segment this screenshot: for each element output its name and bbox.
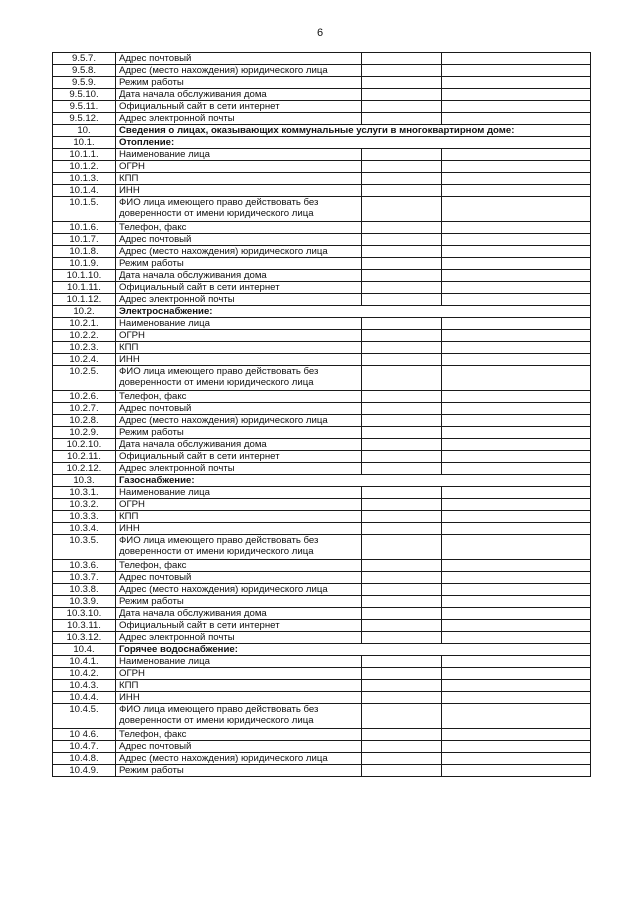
item-number: 10.3.3. <box>53 511 116 523</box>
item-number: 10.3.2. <box>53 499 116 511</box>
item-number: 10.1.10. <box>53 270 116 282</box>
item-number: 9.5.10. <box>53 89 116 101</box>
table-row <box>53 149 591 161</box>
value-cell-2[interactable] <box>442 403 591 415</box>
item-label: Официальный сайт в сети интернет <box>116 101 362 113</box>
item-label: ИНН <box>116 523 362 535</box>
item-number: 10.4.7. <box>53 741 116 753</box>
item-number: 10.2.2. <box>53 330 116 342</box>
value-cell-1[interactable] <box>362 197 442 222</box>
item-number: 10 4.6. <box>53 729 116 741</box>
value-cell-1[interactable] <box>362 113 442 125</box>
table-row <box>53 608 591 620</box>
item-number: 9.5.9. <box>53 77 116 89</box>
item-label: Режим работы <box>116 77 362 89</box>
table-row <box>53 439 591 451</box>
value-cell-2[interactable] <box>442 668 591 680</box>
item-number: 10.2. <box>53 306 116 318</box>
value-cell-1[interactable] <box>362 535 442 560</box>
item-label: Дата начала обслуживания дома <box>116 439 362 451</box>
table-row <box>53 523 591 535</box>
item-label: Адрес почтовый <box>116 53 362 65</box>
item-label: Дата начала обслуживания дома <box>116 270 362 282</box>
value-cell-1[interactable] <box>362 704 442 729</box>
section-heading: Горячее водоснабжение: <box>116 644 591 656</box>
item-label: Официальный сайт в сети интернет <box>116 620 362 632</box>
item-number: 10.2.3. <box>53 342 116 354</box>
table-row <box>53 185 591 197</box>
item-label: ФИО лица имеющего право действовать без доверенности от имени юридического лица <box>116 197 362 222</box>
table-row <box>53 101 591 113</box>
value-cell-2[interactable] <box>442 680 591 692</box>
table-row <box>53 535 591 560</box>
value-cell-2[interactable] <box>442 391 591 403</box>
value-cell-1[interactable] <box>362 53 442 65</box>
value-cell-2[interactable] <box>442 560 591 572</box>
section-heading: Отопление: <box>116 137 591 149</box>
item-label: Адрес (место нахождения) юридического лица <box>116 65 362 77</box>
item-label: КПП <box>116 342 362 354</box>
table-row <box>53 342 591 354</box>
value-cell-2[interactable] <box>442 270 591 282</box>
value-cell-1[interactable] <box>362 282 442 294</box>
item-label: Адрес (место нахождения) юридического лица <box>116 753 362 765</box>
value-cell-1[interactable] <box>362 620 442 632</box>
value-cell-2[interactable] <box>442 258 591 270</box>
item-number: 10.1.5. <box>53 197 116 222</box>
item-number: 10.4.4. <box>53 692 116 704</box>
table-row <box>53 729 591 741</box>
value-cell-2[interactable] <box>442 197 591 222</box>
value-cell-2[interactable] <box>442 523 591 535</box>
table-row <box>53 451 591 463</box>
section-heading: Сведения о лицах, оказывающих коммунальные услуги в многоквартирном доме: <box>116 125 591 137</box>
value-cell-2[interactable] <box>442 65 591 77</box>
table-row <box>53 318 591 330</box>
value-cell-2[interactable] <box>442 535 591 560</box>
value-cell-1[interactable] <box>362 487 442 499</box>
value-cell-2[interactable] <box>442 294 591 306</box>
item-label: Наименование лица <box>116 149 362 161</box>
section-row <box>53 475 591 487</box>
item-number: 10.1.7. <box>53 234 116 246</box>
item-number: 10.3.7. <box>53 572 116 584</box>
item-label: Наименование лица <box>116 656 362 668</box>
table-row <box>53 403 591 415</box>
table-row <box>53 234 591 246</box>
item-label: Адрес электронной почты <box>116 632 362 644</box>
value-cell-2[interactable] <box>442 222 591 234</box>
item-number: 10.4.1. <box>53 656 116 668</box>
section-heading: Газоснабжение: <box>116 475 591 487</box>
table-row <box>53 294 591 306</box>
table-row <box>53 53 591 65</box>
table-row <box>53 222 591 234</box>
value-cell-2[interactable] <box>442 741 591 753</box>
value-cell-1[interactable] <box>362 608 442 620</box>
value-cell-1[interactable] <box>362 741 442 753</box>
item-number: 10.1.9. <box>53 258 116 270</box>
value-cell-1[interactable] <box>362 330 442 342</box>
value-cell-2[interactable] <box>442 77 591 89</box>
item-number: 10.3.9. <box>53 596 116 608</box>
value-cell-2[interactable] <box>442 330 591 342</box>
table-row <box>53 65 591 77</box>
item-number: 10.1.4. <box>53 185 116 197</box>
item-number: 10.4. <box>53 644 116 656</box>
table-row <box>53 704 591 729</box>
value-cell-1[interactable] <box>362 149 442 161</box>
item-number: 10.1.2. <box>53 161 116 173</box>
value-cell-1[interactable] <box>362 366 442 391</box>
item-number: 10.3. <box>53 475 116 487</box>
value-cell-1[interactable] <box>362 439 442 451</box>
item-label: Режим работы <box>116 427 362 439</box>
table-row <box>53 246 591 258</box>
section-heading: Электроснабжение: <box>116 306 591 318</box>
value-cell-1[interactable] <box>362 185 442 197</box>
value-cell-1[interactable] <box>362 77 442 89</box>
value-cell-1[interactable] <box>362 753 442 765</box>
value-cell-2[interactable] <box>442 692 591 704</box>
value-cell-2[interactable] <box>442 753 591 765</box>
section-row <box>53 644 591 656</box>
table-row <box>53 330 591 342</box>
value-cell-1[interactable] <box>362 65 442 77</box>
value-cell-2[interactable] <box>442 704 591 729</box>
item-number: 10.2.4. <box>53 354 116 366</box>
value-cell-1[interactable] <box>362 258 442 270</box>
item-number: 10.1.12. <box>53 294 116 306</box>
table-row <box>53 584 591 596</box>
value-cell-1[interactable] <box>362 596 442 608</box>
value-cell-1[interactable] <box>362 294 442 306</box>
form-table <box>52 52 591 777</box>
item-label: ОГРН <box>116 330 362 342</box>
item-label: Наименование лица <box>116 318 362 330</box>
value-cell-2[interactable] <box>442 451 591 463</box>
value-cell-2[interactable] <box>442 596 591 608</box>
item-label: ФИО лица имеющего право действовать без доверенности от имени юридического лица <box>116 535 362 560</box>
value-cell-2[interactable] <box>442 173 591 185</box>
table-row <box>53 415 591 427</box>
item-number: 10.2.6. <box>53 391 116 403</box>
item-number: 10.1. <box>53 137 116 149</box>
table-row <box>53 680 591 692</box>
item-label: Адрес (место нахождения) юридического лица <box>116 584 362 596</box>
value-cell-2[interactable] <box>442 439 591 451</box>
item-number: 9.5.12. <box>53 113 116 125</box>
section-row <box>53 306 591 318</box>
item-number: 10.4.5. <box>53 704 116 729</box>
table-row <box>53 77 591 89</box>
table-row <box>53 89 591 101</box>
value-cell-1[interactable] <box>362 161 442 173</box>
item-label: ФИО лица имеющего право действовать без доверенности от имени юридического лица <box>116 366 362 391</box>
value-cell-1[interactable] <box>362 729 442 741</box>
item-label: Официальный сайт в сети интернет <box>116 282 362 294</box>
item-number: 10.3.6. <box>53 560 116 572</box>
item-number: 10.3.10. <box>53 608 116 620</box>
value-cell-1[interactable] <box>362 656 442 668</box>
item-number: 10.1.3. <box>53 173 116 185</box>
item-label: ИНН <box>116 354 362 366</box>
item-number: 10.2.9. <box>53 427 116 439</box>
item-label: Наименование лица <box>116 487 362 499</box>
value-cell-2[interactable] <box>442 499 591 511</box>
table-row <box>53 741 591 753</box>
item-number: 10.3.12. <box>53 632 116 644</box>
table-row <box>53 427 591 439</box>
value-cell-2[interactable] <box>442 246 591 258</box>
item-label: Адрес почтовый <box>116 741 362 753</box>
value-cell-2[interactable] <box>442 487 591 499</box>
value-cell-1[interactable] <box>362 391 442 403</box>
value-cell-2[interactable] <box>442 463 591 475</box>
table-row <box>53 596 591 608</box>
table-row <box>53 668 591 680</box>
item-number: 10.2.7. <box>53 403 116 415</box>
value-cell-2[interactable] <box>442 366 591 391</box>
value-cell-2[interactable] <box>442 101 591 113</box>
item-label: Телефон, факс <box>116 560 362 572</box>
value-cell-2[interactable] <box>442 584 591 596</box>
value-cell-1[interactable] <box>362 415 442 427</box>
item-number: 10.3.4. <box>53 523 116 535</box>
value-cell-1[interactable] <box>362 584 442 596</box>
value-cell-1[interactable] <box>362 246 442 258</box>
item-label: ИНН <box>116 692 362 704</box>
value-cell-2[interactable] <box>442 318 591 330</box>
page-number: 6 <box>316 27 324 39</box>
item-number: 10.4.2. <box>53 668 116 680</box>
value-cell-2[interactable] <box>442 354 591 366</box>
item-label: Телефон, факс <box>116 729 362 741</box>
table-row <box>53 282 591 294</box>
item-number: 10.2.12. <box>53 463 116 475</box>
value-cell-1[interactable] <box>362 632 442 644</box>
value-cell-1[interactable] <box>362 560 442 572</box>
value-cell-1[interactable] <box>362 511 442 523</box>
value-cell-1[interactable] <box>362 270 442 282</box>
item-number: 10.3.8. <box>53 584 116 596</box>
value-cell-1[interactable] <box>362 572 442 584</box>
item-label: Адрес почтовый <box>116 234 362 246</box>
value-cell-1[interactable] <box>362 342 442 354</box>
value-cell-1[interactable] <box>362 427 442 439</box>
value-cell-1[interactable] <box>362 173 442 185</box>
table-row <box>53 620 591 632</box>
table-row <box>53 487 591 499</box>
item-number: 10.3.1. <box>53 487 116 499</box>
table-row <box>53 270 591 282</box>
item-number: 10.2.10. <box>53 439 116 451</box>
value-cell-1[interactable] <box>362 354 442 366</box>
value-cell-2[interactable] <box>442 729 591 741</box>
value-cell-1[interactable] <box>362 692 442 704</box>
item-label: Адрес почтовый <box>116 403 362 415</box>
table-row <box>53 572 591 584</box>
table-row <box>53 632 591 644</box>
item-number: 10.4.8. <box>53 753 116 765</box>
value-cell-1[interactable] <box>362 451 442 463</box>
item-number: 10.3.11. <box>53 620 116 632</box>
item-number: 9.5.11. <box>53 101 116 113</box>
item-number: 10.1.11. <box>53 282 116 294</box>
item-label: Дата начала обслуживания дома <box>116 608 362 620</box>
item-label: КПП <box>116 680 362 692</box>
value-cell-2[interactable] <box>442 161 591 173</box>
value-cell-2[interactable] <box>442 632 591 644</box>
item-number: 10.2.11. <box>53 451 116 463</box>
item-label: ОГРН <box>116 161 362 173</box>
value-cell-1[interactable] <box>362 668 442 680</box>
value-cell-1[interactable] <box>362 318 442 330</box>
table-row <box>53 560 591 572</box>
item-label: Официальный сайт в сети интернет <box>116 451 362 463</box>
item-label: Режим работы <box>116 596 362 608</box>
section-row <box>53 125 591 137</box>
value-cell-2[interactable] <box>442 656 591 668</box>
item-label: КПП <box>116 511 362 523</box>
item-label: ФИО лица имеющего право действовать без доверенности от имени юридического лица <box>116 704 362 729</box>
item-label: ИНН <box>116 185 362 197</box>
table-row <box>53 765 591 777</box>
value-cell-2[interactable] <box>442 149 591 161</box>
item-number: 10.3.5. <box>53 535 116 560</box>
value-cell-1[interactable] <box>362 463 442 475</box>
value-cell-2[interactable] <box>442 89 591 101</box>
table-row <box>53 753 591 765</box>
item-number: 10.1.8. <box>53 246 116 258</box>
value-cell-2[interactable] <box>442 511 591 523</box>
table-row <box>53 366 591 391</box>
table-row <box>53 499 591 511</box>
item-label: Телефон, факс <box>116 391 362 403</box>
value-cell-2[interactable] <box>442 572 591 584</box>
item-number: 10.2.1. <box>53 318 116 330</box>
value-cell-2[interactable] <box>442 765 591 777</box>
item-label: КПП <box>116 173 362 185</box>
item-number: 10.1.1. <box>53 149 116 161</box>
item-number: 10.2.8. <box>53 415 116 427</box>
table-row <box>53 113 591 125</box>
table-row <box>53 511 591 523</box>
value-cell-1[interactable] <box>362 523 442 535</box>
item-number: 10.2.5. <box>53 366 116 391</box>
value-cell-2[interactable] <box>442 53 591 65</box>
item-number: 9.5.8. <box>53 65 116 77</box>
value-cell-2[interactable] <box>442 415 591 427</box>
value-cell-1[interactable] <box>362 101 442 113</box>
table-row <box>53 391 591 403</box>
table-row <box>53 197 591 222</box>
table-row <box>53 173 591 185</box>
value-cell-1[interactable] <box>362 222 442 234</box>
value-cell-1[interactable] <box>362 765 442 777</box>
item-label: Адрес электронной почты <box>116 294 362 306</box>
item-number: 10. <box>53 125 116 137</box>
value-cell-2[interactable] <box>442 113 591 125</box>
value-cell-2[interactable] <box>442 342 591 354</box>
item-label: Режим работы <box>116 765 362 777</box>
item-label: Адрес (место нахождения) юридического лица <box>116 246 362 258</box>
value-cell-1[interactable] <box>362 499 442 511</box>
table-row <box>53 656 591 668</box>
item-label: Телефон, факс <box>116 222 362 234</box>
item-number: 10.4.9. <box>53 765 116 777</box>
item-label: Дата начала обслуживания дома <box>116 89 362 101</box>
value-cell-2[interactable] <box>442 234 591 246</box>
value-cell-1[interactable] <box>362 89 442 101</box>
item-label: ОГРН <box>116 499 362 511</box>
value-cell-2[interactable] <box>442 185 591 197</box>
item-number: 10.4.3. <box>53 680 116 692</box>
value-cell-2[interactable] <box>442 608 591 620</box>
item-label: Адрес электронной почты <box>116 113 362 125</box>
value-cell-2[interactable] <box>442 620 591 632</box>
item-label: Адрес электронной почты <box>116 463 362 475</box>
table-row <box>53 161 591 173</box>
table-row <box>53 463 591 475</box>
item-label: ОГРН <box>116 668 362 680</box>
value-cell-2[interactable] <box>442 282 591 294</box>
form-table-body <box>53 53 591 777</box>
section-row <box>53 137 591 149</box>
value-cell-1[interactable] <box>362 403 442 415</box>
item-label: Адрес почтовый <box>116 572 362 584</box>
item-number: 9.5.7. <box>53 53 116 65</box>
table-row <box>53 354 591 366</box>
value-cell-2[interactable] <box>442 427 591 439</box>
item-label: Режим работы <box>116 258 362 270</box>
table-row <box>53 692 591 704</box>
value-cell-1[interactable] <box>362 680 442 692</box>
item-label: Адрес (место нахождения) юридического лица <box>116 415 362 427</box>
item-number: 10.1.6. <box>53 222 116 234</box>
table-row <box>53 258 591 270</box>
value-cell-1[interactable] <box>362 234 442 246</box>
